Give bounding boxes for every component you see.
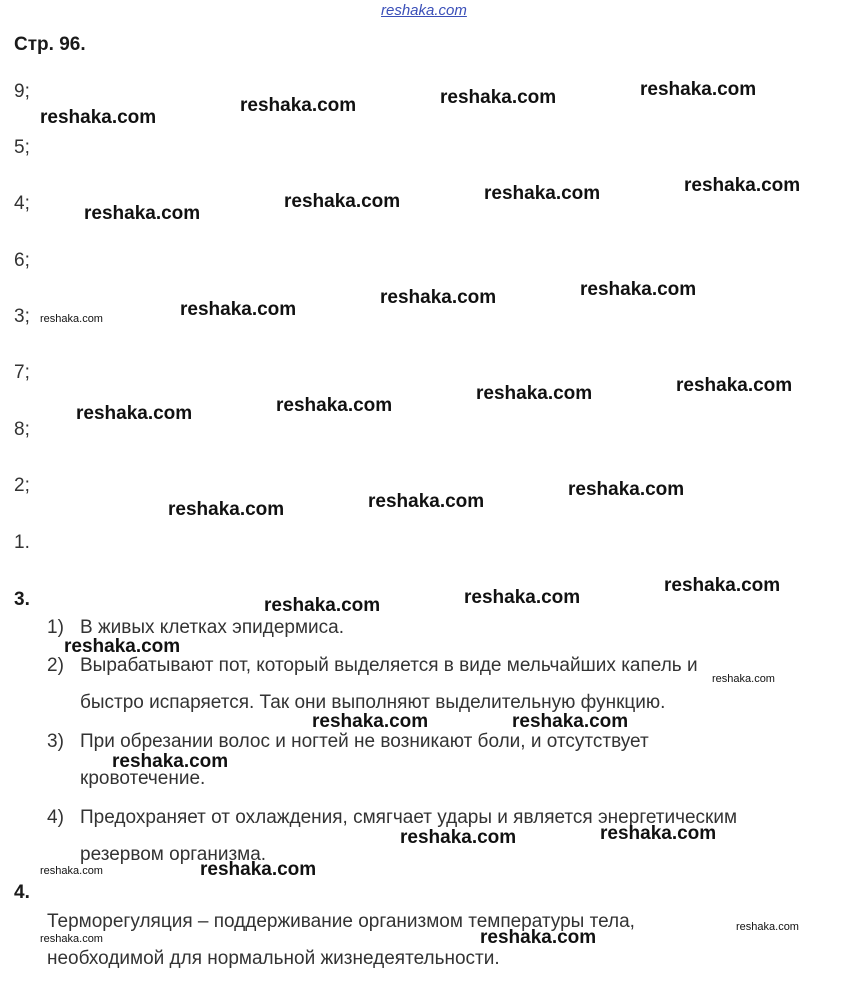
watermark: reshaka.com bbox=[512, 711, 629, 732]
list-item-text: кровотечение. bbox=[80, 768, 206, 789]
list-item-number: 3) bbox=[47, 731, 64, 752]
answer-item: 6; bbox=[14, 250, 30, 271]
watermark: reshaka.com bbox=[112, 751, 229, 772]
watermark: reshaka.com bbox=[640, 79, 757, 100]
watermark: reshaka.com bbox=[476, 383, 593, 404]
watermark: reshaka.com bbox=[676, 375, 793, 396]
watermark: reshaka.com bbox=[284, 191, 401, 212]
watermark: reshaka.com bbox=[440, 87, 557, 108]
watermark: reshaka.com bbox=[480, 927, 597, 948]
watermark: reshaka.com bbox=[464, 587, 581, 608]
watermark: reshaka.com bbox=[64, 636, 181, 657]
answer-item: 3; bbox=[14, 306, 30, 327]
list-item-text: быстро испаряется. Так они выполняют выделительную функцию. bbox=[80, 692, 666, 713]
paragraph-line: необходимой для нормальной жизнедеятельности. bbox=[47, 948, 500, 969]
list-item-text: резервом организма. bbox=[80, 844, 267, 865]
watermark: reshaka.com bbox=[264, 595, 381, 616]
list-item-number: 4) bbox=[47, 807, 64, 828]
watermark: reshaka.com bbox=[568, 479, 685, 500]
watermark: reshaka.com bbox=[40, 313, 103, 325]
watermark: reshaka.com bbox=[40, 865, 103, 877]
watermark: reshaka.com bbox=[76, 403, 193, 424]
section-number: 3. bbox=[14, 589, 30, 610]
watermark: reshaka.com bbox=[600, 823, 717, 844]
answer-item: 2; bbox=[14, 475, 30, 496]
watermark: reshaka.com bbox=[312, 711, 429, 732]
answer-item: 4; bbox=[14, 193, 30, 214]
list-item-text: В живых клетках эпидермиса. bbox=[80, 617, 344, 638]
site-header-link[interactable]: reshaka.com bbox=[381, 2, 467, 19]
list-item-text: Вырабатывают пот, который выделяется в виде мельчайших капель и bbox=[80, 655, 698, 676]
watermark: reshaka.com bbox=[484, 183, 601, 204]
watermark: reshaka.com bbox=[580, 279, 697, 300]
paragraph-line: Терморегуляция – поддерживание организмом температуры тела, bbox=[47, 911, 635, 932]
watermark: reshaka.com bbox=[168, 499, 285, 520]
watermark: reshaka.com bbox=[712, 673, 775, 685]
watermark: reshaka.com bbox=[180, 299, 297, 320]
watermark: reshaka.com bbox=[200, 859, 317, 880]
watermark: reshaka.com bbox=[40, 107, 157, 128]
answer-item: 8; bbox=[14, 419, 30, 440]
watermark: reshaka.com bbox=[684, 175, 801, 196]
watermark: reshaka.com bbox=[400, 827, 517, 848]
answer-item: 7; bbox=[14, 362, 30, 383]
answer-item: 5; bbox=[14, 137, 30, 158]
answer-item: 1. bbox=[14, 532, 30, 553]
watermark: reshaka.com bbox=[664, 575, 781, 596]
list-item-number: 2) bbox=[47, 655, 64, 676]
page-reference: Стр. 96. bbox=[14, 34, 86, 55]
list-item-text: При обрезании волос и ногтей не возникают боли, и отсутствует bbox=[80, 731, 649, 752]
watermark: reshaka.com bbox=[84, 203, 201, 224]
list-item-number: 1) bbox=[47, 617, 64, 638]
watermark: reshaka.com bbox=[368, 491, 485, 512]
watermark: reshaka.com bbox=[240, 95, 357, 116]
section-number: 4. bbox=[14, 882, 30, 903]
answer-item: 9; bbox=[14, 81, 30, 102]
watermark: reshaka.com bbox=[736, 921, 799, 933]
list-item-text: Предохраняет от охлаждения, смягчает удары и является энергетическим bbox=[80, 807, 738, 828]
watermark: reshaka.com bbox=[40, 933, 103, 945]
watermark: reshaka.com bbox=[380, 287, 497, 308]
watermark: reshaka.com bbox=[276, 395, 393, 416]
